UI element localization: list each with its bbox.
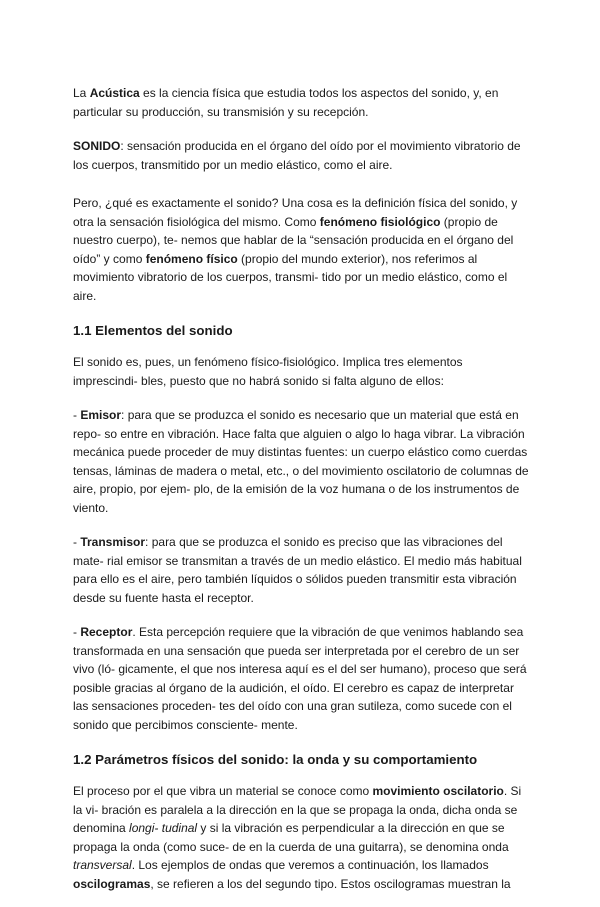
text-run: - bbox=[73, 625, 81, 639]
term-oscilogramas: oscilogramas bbox=[73, 876, 151, 891]
text-run: : sensación producida en el órgano del oído por el movimiento vibratorio de los cuerpos, transmitido por un medio elástico, como el aire. bbox=[73, 139, 521, 172]
paragraph-receptor bbox=[73, 623, 529, 734]
text-run: El proceso por el que vibra un material se conoce como bbox=[73, 784, 373, 798]
term-transmisor: Transmisor bbox=[80, 535, 146, 549]
text-run: . Esta percepción requiere que la vibración de que venimos hablando sea transformada en una sensación que pueda ser interpretada por el cerebro de un ser vivo (ló- gicamente, el que nos interesa aquí es el del ser humano), proceso que será posible gracias al órgano de la audición, el oído. El cerebro es capaz de interpretar las sensaciones proceden- tes del oído con una gran sutileza, como sucede con el sonido que percibimos consciente- mente. bbox=[73, 625, 527, 732]
term-receptor: Receptor bbox=[80, 625, 133, 639]
paragraph-elementos-intro: El sonido es, pues, un fenómeno físico-fisiológico. Implica tres elementos imprescindi- bles, puesto que no habrá sonido si falta alguno de ellos: bbox=[73, 355, 463, 388]
text-run: La bbox=[73, 86, 90, 100]
paragraph-physical-vs-physiological bbox=[73, 194, 529, 305]
paragraph-movimiento-oscilatorio bbox=[73, 782, 529, 893]
term-fenomeno-fisiologico: fenómeno fisiológico bbox=[319, 214, 441, 229]
term-fenomeno-fisico: fenómeno físico bbox=[145, 251, 238, 266]
term-acustica: Acústica bbox=[89, 86, 140, 100]
term-transversal: transversal bbox=[73, 858, 132, 872]
text-run: (propio de nuestro cuerpo), te- nemos que hablar de la “sensación producida en el órgano del oído” y como bbox=[73, 214, 514, 266]
text-run: : para que se produzca el sonido es preciso que las vibraciones del mate- rial emisor se transmitan a través de un medio elástico. El medio más habitual para ello es el aire, pero también líquidos o sólidos pueden transmitir esta vibración desde su fuente hasta el receptor. bbox=[73, 535, 522, 605]
term-longitudinal: longi- tudinal bbox=[129, 821, 198, 835]
text-run: - bbox=[73, 408, 81, 422]
text-run: . Si la vi- bración es paralela a la dirección en la que se propaga la onda, dicha onda se denomina bbox=[73, 784, 522, 835]
paragraph-transmisor bbox=[73, 533, 529, 607]
document-page bbox=[73, 84, 529, 907]
term-sonido: SONIDO bbox=[73, 139, 121, 153]
section-heading-parametros: 1.2 Parámetros físicos del sonido: la onda y su comportamiento bbox=[73, 752, 478, 767]
term-movimiento-oscilatorio: movimiento oscilatorio bbox=[372, 784, 504, 798]
paragraph-acustica-definition bbox=[73, 84, 529, 121]
paragraph-sonido-definition bbox=[73, 137, 529, 174]
paragraph-emisor bbox=[73, 406, 529, 517]
text-run: , se refieren a los del segundo tipo. Estos oscilogramas muestran la bbox=[150, 876, 511, 891]
text-run: es la ciencia física que estudia todos los aspectos del sonido, y, en particular su producción, su transmisión y su recepción. bbox=[73, 86, 499, 119]
text-run: - bbox=[73, 535, 81, 549]
text-run: y si la vibración es perpendicular a la dirección en que se propaga la onda (como suce- de en la cuerda de una guitarra), se denomina onda bbox=[73, 821, 509, 854]
section-heading-elementos: 1.1 Elementos del sonido bbox=[73, 323, 233, 338]
text-run: (propio del mundo exterior), nos referimos al movimiento vibratorio de los cuerpos, transmi- tido por un medio elástico, como el aire. bbox=[73, 251, 508, 303]
text-run: . Los ejemplos de ondas que veremos a continuación, los llamados bbox=[131, 858, 489, 872]
text-run: : para que se produzca el sonido es necesario que un material que está en repo- so entre en vibración. Hace falta que alguien o algo lo haga vibrar. La vibración mecánica puede proceder de muy distintas fuentes: un cuerpo elástico como cuerdas tensas, láminas de madera o metal, etc., o del movimiento oscilatorio de columnas de aire, propio, por ejem- plo, de la emisión de la voz humana o de los instrumentos de viento. bbox=[73, 408, 529, 515]
term-emisor: Emisor bbox=[80, 408, 122, 422]
text-run: Pero, ¿qué es exactamente el sonido? Una cosa es la definición física del sonido, y otra la sensación fisiológica del mismo. Como bbox=[73, 196, 518, 229]
